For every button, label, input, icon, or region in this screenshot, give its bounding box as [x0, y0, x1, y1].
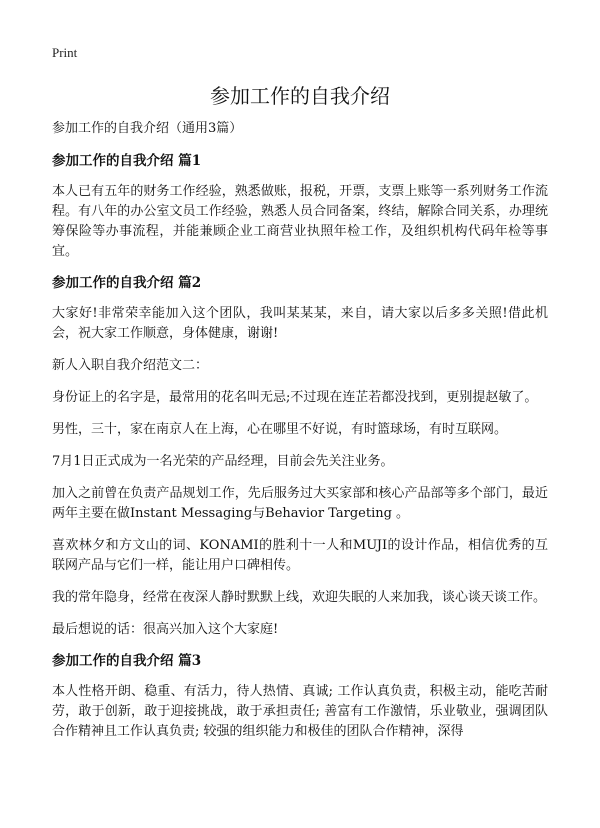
paragraph: 喜欢林夕和方文山的词、KONAMI的胜利十一人和MUJI的设计作品，相信优秀的互联网产品与它们一样，能让用户口碑相传。 — [52, 538, 548, 573]
paragraph: 身份证上的名字是，最常用的花名叫无忌;不过现在连芷若都没找到，更别提赵敏了。 — [52, 390, 538, 405]
paragraph: 7月1日正式成为一名光荣的产品经理，目前会先关注业务。 — [52, 454, 394, 469]
section-2 — [52, 274, 548, 640]
paragraph: 我的常年隐身，经常在夜深人静时默默上线，欢迎失眠的人来加我，谈心谈天谈工作。 — [52, 590, 547, 605]
section-1 — [52, 152, 548, 262]
print-label[interactable]: Print — [52, 45, 78, 60]
document-title: 参加工作的自我介绍 — [210, 84, 390, 108]
paragraph: 最后想说的话：很高兴加入这个大家庭! — [52, 622, 279, 637]
document-subtitle: 参加工作的自我介绍（通用3篇） — [52, 121, 243, 136]
paragraph: 本人已有五年的财务工作经验，熟悉做账，报税，开票，支票上账等一系列财务工作流程。有八年的办公室文员工作经验，熟悉人员合同备案，终结，解除合同关系，办理统筹保险等办事流程，并能兼顾企业工商营业执照年检工作，及组织机构代码年检等事宜。 — [52, 184, 548, 259]
paragraph: 加入之前曾在负责产品规划工作，先后服务过大买家部和核心产品部等多个部门，最近两年主要在做Instant Messaging与Behavior Targeting 。 — [52, 486, 548, 521]
section-heading: 参加工作的自我介绍 篇2 — [52, 275, 202, 291]
section-heading: 参加工作的自我介绍 篇3 — [52, 653, 202, 669]
section-3 — [52, 652, 548, 742]
paragraph: 大家好!非常荣幸能加入这个团队，我叫某某某，来自，请大家以后多多关照!借此机会，祝大家工作顺意，身体健康，谢谢! — [52, 306, 548, 341]
paragraph: 本人性格开朗、稳重、有活力，待人热情、真诚; 工作认真负责，积极主动，能吃苦耐劳，敢于创新，敢于迎接挑战，敢于承担责任; 善富有工作激情，乐业敬业，强调团队合作精神且工作认真负责; 较强的组织能力和极佳的团队合作精神，深得 — [52, 684, 548, 739]
paragraph: 新人入职自我介绍范文二： — [52, 358, 209, 373]
paragraph: 男性，三十，家在南京人在上海，心在哪里不好说，有时篮球场，有时互联网。 — [52, 422, 508, 437]
section-heading: 参加工作的自我介绍 篇1 — [52, 153, 202, 169]
